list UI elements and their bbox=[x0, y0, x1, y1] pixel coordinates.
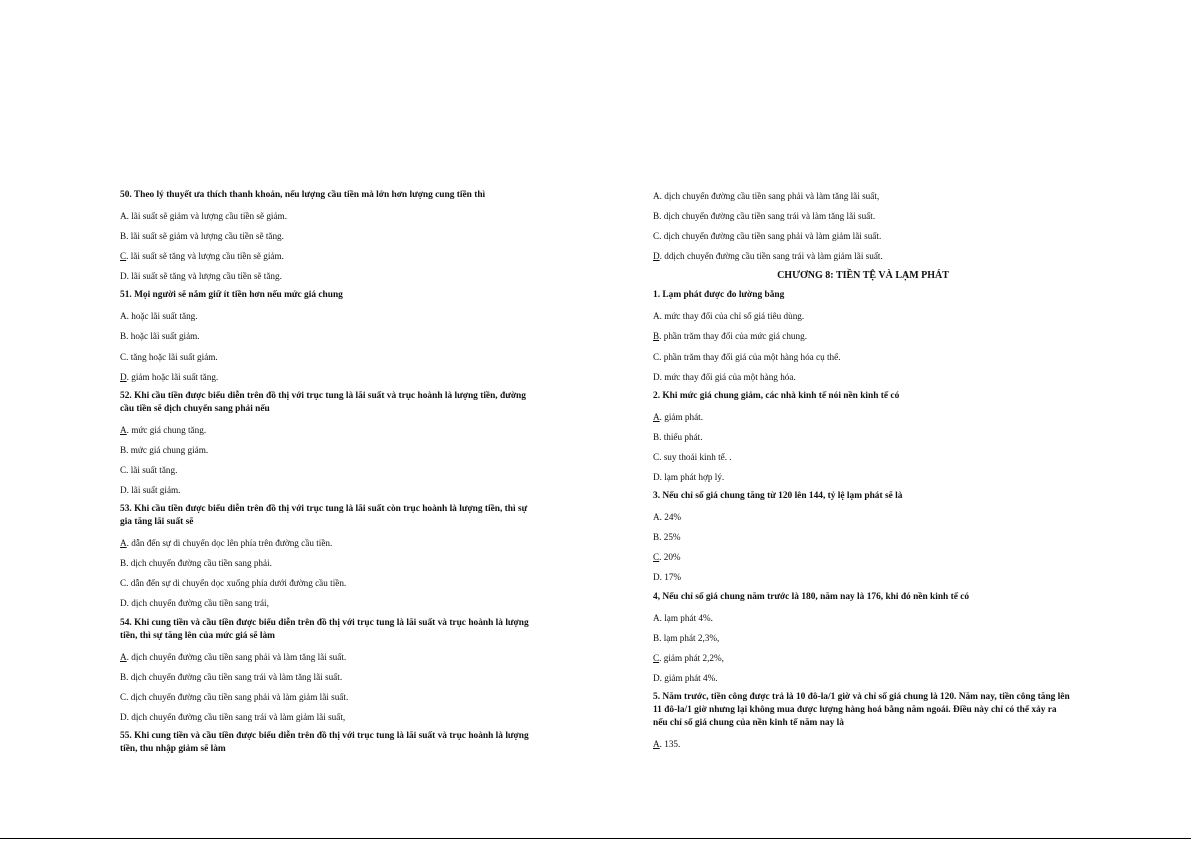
answer-letter: A bbox=[120, 651, 127, 662]
c3-option-b: B. 25% bbox=[653, 532, 681, 543]
c4-option-c bbox=[653, 648, 1073, 668]
q51-option-d bbox=[120, 367, 540, 387]
q50-option-b: B. lãi suất sẽ giảm và lượng cầu tiền sẽ tăng. bbox=[120, 231, 284, 242]
question-54: 54. Khi cung tiền và cầu tiền được biểu diễn trên đồ thị với trục tung là lãi suất và trục hoành là lượng tiền, thì sự tăng lên của mức giá sẽ làm bbox=[120, 617, 529, 641]
question-c5: 5. Năm trước, tiền công được trả là 10 đô-la/1 giờ và chỉ số giá chung là 120. Năm nay, tiền công tăng lên 11 đô-la/1 giờ nhưng lại không mua được lượng hàng hoá bằng năm ngoái. Điều này chỉ có thể xảy ra nếu chỉ số giá chung của nền kinh tế năm nay là bbox=[653, 691, 1070, 728]
question-c4: 4, Nếu chỉ số giá chung năm trước là 180, năm nay là 176, khi đó nền kinh tế có bbox=[653, 591, 970, 602]
answer-letter: C bbox=[653, 652, 660, 663]
c1-option-d: D. mức thay đổi giá của một hàng hóa. bbox=[653, 371, 796, 382]
c4-option-d: D. giảm phát 4%. bbox=[653, 672, 718, 683]
chapter-heading: CHƯƠNG 8: TIỀN TỆ VÀ LẠM PHÁT bbox=[777, 270, 949, 282]
answer-letter: A bbox=[120, 424, 127, 435]
q54-option-c: C. dịch chuyển đường cầu tiền sang phải và làm giảm lãi suất. bbox=[120, 691, 349, 702]
q55-option-c: C. dịch chuyển đường cầu tiền sang phải và làm giảm lãi suất. bbox=[653, 231, 882, 242]
answer-letter: A bbox=[653, 738, 660, 749]
c1-option-a: A. mức thay đổi của chỉ số giá tiêu dùng. bbox=[653, 311, 805, 322]
question-52: 52. Khi cầu tiền được biểu diễn trên đồ thị với trục tung là lãi suất và trục hoành là lượng tiền, đường cầu tiền sẽ dịch chuyển sang phải nếu bbox=[120, 390, 526, 414]
option-text: . dẫn đến sự di chuyển dọc lên phía trên đường cầu tiền. bbox=[126, 538, 333, 549]
q55-option-a: A. dịch chuyển đường cầu tiền sang phải và làm tăng lãi suất, bbox=[653, 191, 880, 201]
answer-letter: B bbox=[653, 331, 660, 342]
q52-option-a bbox=[120, 420, 540, 440]
c1-option-c: C. phần trăm thay đổi giá của một hàng hóa cụ thể. bbox=[653, 351, 841, 362]
c2-option-a bbox=[653, 407, 1073, 427]
q53-option-d: D. dịch chuyển đường cầu tiền sang trái, bbox=[120, 598, 269, 609]
question-c3: 3. Nếu chỉ số giá chung tăng từ 120 lên 144, tỷ lệ lạm phát sẽ là bbox=[653, 491, 903, 502]
q52-option-b: B. mức giá chung giảm. bbox=[120, 444, 209, 455]
c1-option-b bbox=[653, 326, 1073, 346]
option-text: . 20% bbox=[659, 552, 681, 563]
q53-option-b: B. dịch chuyển đường cầu tiền sang phải. bbox=[120, 558, 272, 569]
q52-option-d: D. lãi suất giảm. bbox=[120, 485, 181, 496]
question-50: 50. Theo lý thuyết ưa thích thanh khoản, nếu lượng cầu tiền mà lớn hơn lượng cung tiền thì bbox=[120, 190, 486, 200]
c4-option-b: B. lạm phát 2,3%, bbox=[653, 632, 720, 643]
option-text: . ddịch chuyển đường cầu tiền sang trái và làm giảm lãi suất. bbox=[659, 251, 883, 262]
option-text: . giảm phát 2,2%, bbox=[659, 652, 724, 663]
q50-option-c bbox=[120, 246, 540, 266]
option-text: . giảm hoặc lãi suất tăng. bbox=[126, 371, 219, 382]
q54-option-a bbox=[120, 647, 540, 667]
q54-option-b: B. dịch chuyển đường cầu tiền sang trái và làm tăng lãi suất. bbox=[120, 671, 343, 682]
c2-option-d: D. lạm phát hợp lý. bbox=[653, 472, 725, 483]
q50-option-a: A. lãi suất sẽ giảm và lượng cầu tiền sẽ giảm. bbox=[120, 211, 288, 221]
answer-letter: C bbox=[120, 251, 127, 262]
answer-letter: A bbox=[120, 538, 127, 549]
option-text: . mức giá chung tăng. bbox=[126, 424, 207, 435]
q55-option-b: B. dịch chuyển đường cầu tiền sang trái và làm tăng lãi suất. bbox=[653, 211, 876, 222]
q51-option-b: B. hoặc lãi suất giảm. bbox=[120, 331, 200, 342]
option-text: . lãi suất sẽ tăng và lượng cầu tiền sẽ giảm. bbox=[126, 251, 284, 262]
answer-letter: C bbox=[653, 552, 660, 563]
q51-option-c: C. tăng hoặc lãi suất giảm. bbox=[120, 351, 218, 362]
c3-option-a: A. 24% bbox=[653, 512, 682, 523]
option-text: . phần trăm thay đổi của mức giá chung. bbox=[659, 331, 807, 342]
c2-option-c: C. suy thoái kinh tế. . bbox=[653, 451, 732, 462]
c3-option-c bbox=[653, 547, 1073, 567]
c3-option-d: D. 17% bbox=[653, 572, 682, 583]
bottom-rule bbox=[0, 838, 1191, 839]
q50-option-d: D. lãi suất sẽ tăng và lượng cầu tiền sẽ tăng. bbox=[120, 271, 282, 282]
q51-option-a: A. hoặc lãi suất tăng. bbox=[120, 311, 198, 322]
answer-letter: D bbox=[653, 251, 660, 262]
question-51: 51. Mọi người sẽ nắm giữ ít tiền hơn nếu mức giá chung bbox=[120, 290, 343, 301]
q52-option-c: C. lãi suất tăng. bbox=[120, 464, 178, 475]
option-text: . dịch chuyển đường cầu tiền sang phải và làm tăng lãi suất. bbox=[126, 651, 347, 662]
question-c2: 2. Khi mức giá chung giảm, các nhà kinh tế nói nền kinh tế có bbox=[653, 390, 900, 401]
option-text: . giảm phát. bbox=[659, 411, 704, 422]
q54-option-d: D. dịch chuyển đường cầu tiền sang trái và làm giảm lãi suất, bbox=[120, 711, 346, 722]
q53-option-c: C. dẫn đến sự di chuyển dọc xuống phía dưới đường cầu tiền. bbox=[120, 578, 347, 589]
right-column bbox=[653, 186, 1073, 754]
answer-letter: A bbox=[653, 411, 660, 422]
question-c1: 1. Lạm phát được đo lường bằng bbox=[653, 290, 785, 301]
c2-option-b: B. thiểu phát. bbox=[653, 431, 703, 442]
left-column bbox=[120, 186, 540, 760]
q53-option-a bbox=[120, 533, 540, 553]
answer-letter: D bbox=[120, 371, 127, 382]
question-53: 53. Khi cầu tiền được biểu diễn trên đồ thị với trục tung là lãi suất còn trục hoành là lượng tiền, thì sự gia tăng lãi suất sẽ bbox=[120, 504, 528, 528]
q55-option-d bbox=[653, 246, 1073, 266]
c4-option-a: A. lạm phát 4%. bbox=[653, 612, 713, 623]
c5-option-a bbox=[653, 734, 1073, 754]
option-text: . 135. bbox=[659, 738, 681, 749]
question-55: 55. Khi cung tiền và cầu tiền được biểu diễn trên đồ thị với trục tung là lãi suất và trục hoành là lượng tiền, thu nhập giảm sẽ làm bbox=[120, 730, 529, 754]
